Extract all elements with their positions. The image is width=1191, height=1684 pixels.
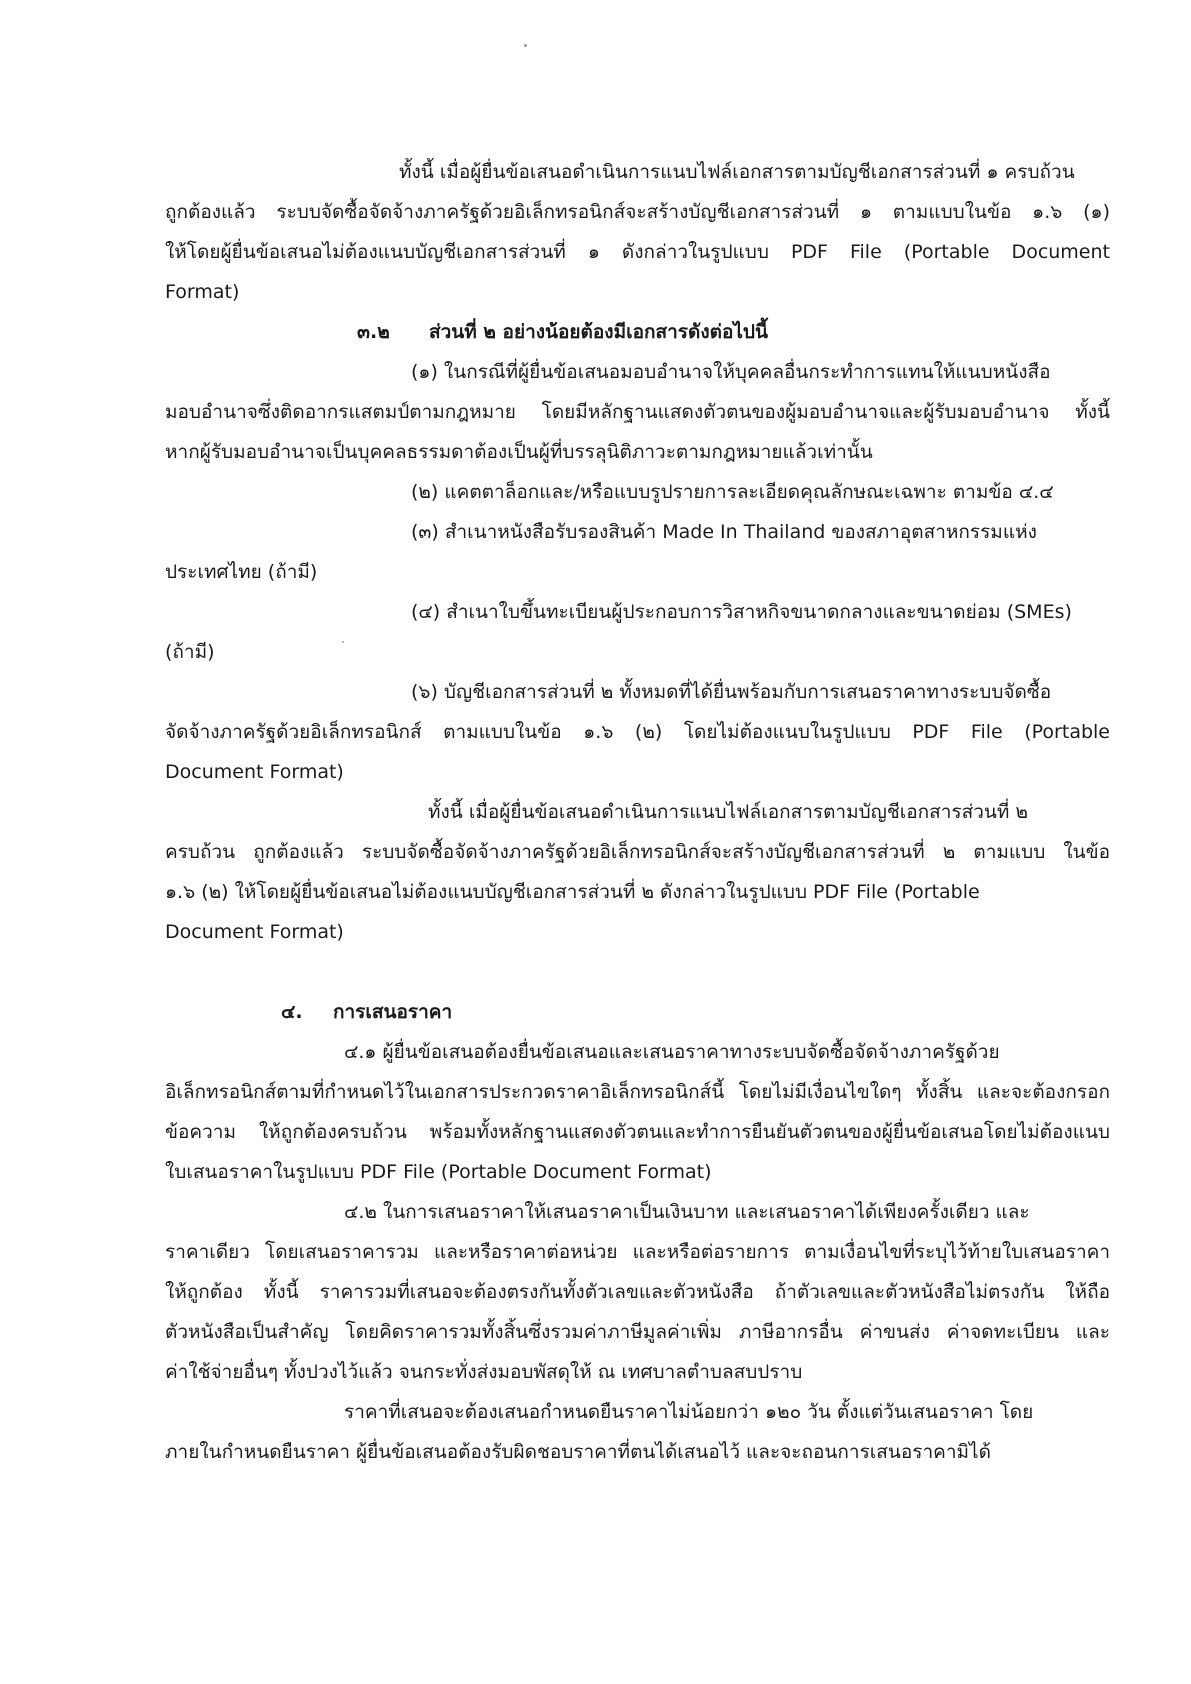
scan-speck [342, 641, 344, 643]
section-number: ๓.๒ [357, 321, 390, 343]
paragraph-line: อิเล็กทรอนิกส์ตามที่กำหนดไว้ในเอกสารประกวดราคาอิเล็กทรอนิกส์นี้ โดยไม่มีเงื่อนไขใดๆ ทั้งสิ้น และจะต้องกรอก [165, 1081, 1110, 1103]
section-heading: การเสนอราคา [333, 1001, 453, 1023]
list-item-line: (๖) บัญชีเอกสารส่วนที่ ๒ ทั้งหมดที่ได้ยื่นพร้อมกับการเสนอราคาทางระบบจัดซื้อ [411, 681, 1052, 703]
paragraph-line: ทั้งนี้ เมื่อผู้ยื่นข้อเสนอดำเนินการแนบไฟล์เอกสารตามบัญชีเอกสารส่วนที่ ๑ ครบถ้วน [399, 161, 1075, 183]
section-heading: ส่วนที่ ๒ อย่างน้อยต้องมีเอกสารดังต่อไปนี้ [429, 321, 768, 343]
list-item-line: (ถ้ามี) [165, 641, 215, 663]
section-number: ๔. [281, 1001, 303, 1023]
paragraph-line: ข้อความ ให้ถูกต้องครบถ้วน พร้อมทั้งหลักฐานแสดงตัวตนและทำการยืนยันตัวตนของผู้ยื่นข้อเสนอโดยไม่ต้องแนบ [165, 1121, 1110, 1143]
paragraph-line: Document Format) [165, 921, 344, 943]
paragraph-line: ค่าใช้จ่ายอื่นๆ ทั้งปวงไว้แล้ว จนกระทั่งส่งมอบพัสดุให้ ณ เทศบาลตำบลสบปราบ [165, 1361, 803, 1383]
list-item-line: จัดจ้างภาครัฐด้วยอิเล็กทรอนิกส์ ตามแบบในข้อ ๑.๖ (๒) โดยไม่ต้องแนบในรูปแบบ PDF File (Portable [165, 721, 1110, 743]
paragraph-line: ทั้งนี้ เมื่อผู้ยื่นข้อเสนอดำเนินการแนบไฟล์เอกสารตามบัญชีเอกสารส่วนที่ ๒ [428, 801, 1028, 823]
list-item-line: (๓) สำเนาหนังสือรับรองสินค้า Made In Thailand ของสภาอุตสาหกรรมแห่ง [411, 521, 1037, 543]
scan-speck [524, 44, 527, 47]
paragraph-line: ใบเสนอราคาในรูปแบบ PDF File (Portable Document Format) [165, 1161, 712, 1183]
list-item-line: (๔) สำเนาใบขึ้นทะเบียนผู้ประกอบการวิสาหกิจขนาดกลางและขนาดย่อม (SMEs) [411, 601, 1072, 623]
paragraph-line: ๔.๑ ผู้ยื่นข้อเสนอต้องยื่นข้อเสนอและเสนอราคาทางระบบจัดซื้อจัดจ้างภาครัฐด้วย [344, 1041, 1000, 1063]
list-item-line: ประเทศไทย (ถ้ามี) [165, 561, 318, 583]
paragraph-line: ให้ถูกต้อง ทั้งนี้ ราคารวมที่เสนอจะต้องตรงกันทั้งตัวเลขและตัวหนังสือ ถ้าตัวเลขและตัวหนังสือไม่ตรงกัน ให้ถือ [165, 1281, 1110, 1303]
list-item-line: (๒) แคตตาล็อกและ/หรือแบบรูปรายการละเอียดคุณลักษณะเฉพาะ ตามข้อ ๔.๔ [411, 481, 1054, 503]
paragraph-line: ราคาที่เสนอจะต้องเสนอกำหนดยืนราคาไม่น้อยกว่า ๑๒๐ วัน ตั้งแต่วันเสนอราคา โดย [344, 1401, 1034, 1423]
list-item-line: (๑) ในกรณีที่ผู้ยื่นข้อเสนอมอบอำนาจให้บุคคลอื่นกระทำการแทนให้แนบหนังสือ [411, 361, 1051, 383]
paragraph-line: ๑.๖ (๒) ให้โดยผู้ยื่นข้อเสนอไม่ต้องแนบบัญชีเอกสารส่วนที่ ๒ ดังกล่าวในรูปแบบ PDF File (Portable [165, 881, 980, 903]
paragraph-line: ให้โดยผู้ยื่นข้อเสนอไม่ต้องแนบบัญชีเอกสารส่วนที่ ๑ ดังกล่าวในรูปแบบ PDF File (Portable Document [165, 241, 1110, 263]
paragraph-line: ถูกต้องแล้ว ระบบจัดซื้อจัดจ้างภาครัฐด้วยอิเล็กทรอนิกส์จะสร้างบัญชีเอกสารส่วนที่ ๑ ตามแบบในข้อ ๑.๖ (๑) [165, 201, 1110, 223]
paragraph-line: ภายในกำหนดยืนราคา ผู้ยื่นข้อเสนอต้องรับผิดชอบราคาที่ตนได้เสนอไว้ และจะถอนการเสนอราคามิได้ [165, 1441, 991, 1463]
paragraph-line: ๔.๒ ในการเสนอราคาให้เสนอราคาเป็นเงินบาท และเสนอราคาได้เพียงครั้งเดียว และ [344, 1201, 1030, 1223]
paragraph-line: ราคาเดียว โดยเสนอราคารวม และหรือราคาต่อหน่วย และหรือต่อรายการ ตามเงื่อนไขที่ระบุไว้ท้ายใบเสนอราคา [165, 1241, 1110, 1263]
list-item-line: มอบอำนาจซึ่งติดอากรแสตมป์ตามกฎหมาย โดยมีหลักฐานแสดงตัวตนของผู้มอบอำนาจและผู้รับมอบอำนาจ ทั้งนี้ [165, 401, 1110, 423]
paragraph-line: ครบถ้วน ถูกต้องแล้ว ระบบจัดซื้อจัดจ้างภาครัฐด้วยอิเล็กทรอนิกส์จะสร้างบัญชีเอกสารส่วนที่ ๒ ตามแบบ ในข้อ [165, 841, 1110, 863]
list-item-line: หากผู้รับมอบอำนาจเป็นบุคคลธรรมดาต้องเป็นผู้ที่บรรลุนิติภาวะตามกฎหมายแล้วเท่านั้น [165, 441, 873, 463]
paragraph-line: ตัวหนังสือเป็นสำคัญ โดยคิดราคารวมทั้งสิ้นซึ่งรวมค่าภาษีมูลค่าเพิ่ม ภาษีอากรอื่น ค่าขนส่ง ค่าจดทะเบียน และ [165, 1321, 1110, 1343]
paragraph-line: Format) [165, 281, 240, 303]
list-item-line: Document Format) [165, 761, 344, 783]
